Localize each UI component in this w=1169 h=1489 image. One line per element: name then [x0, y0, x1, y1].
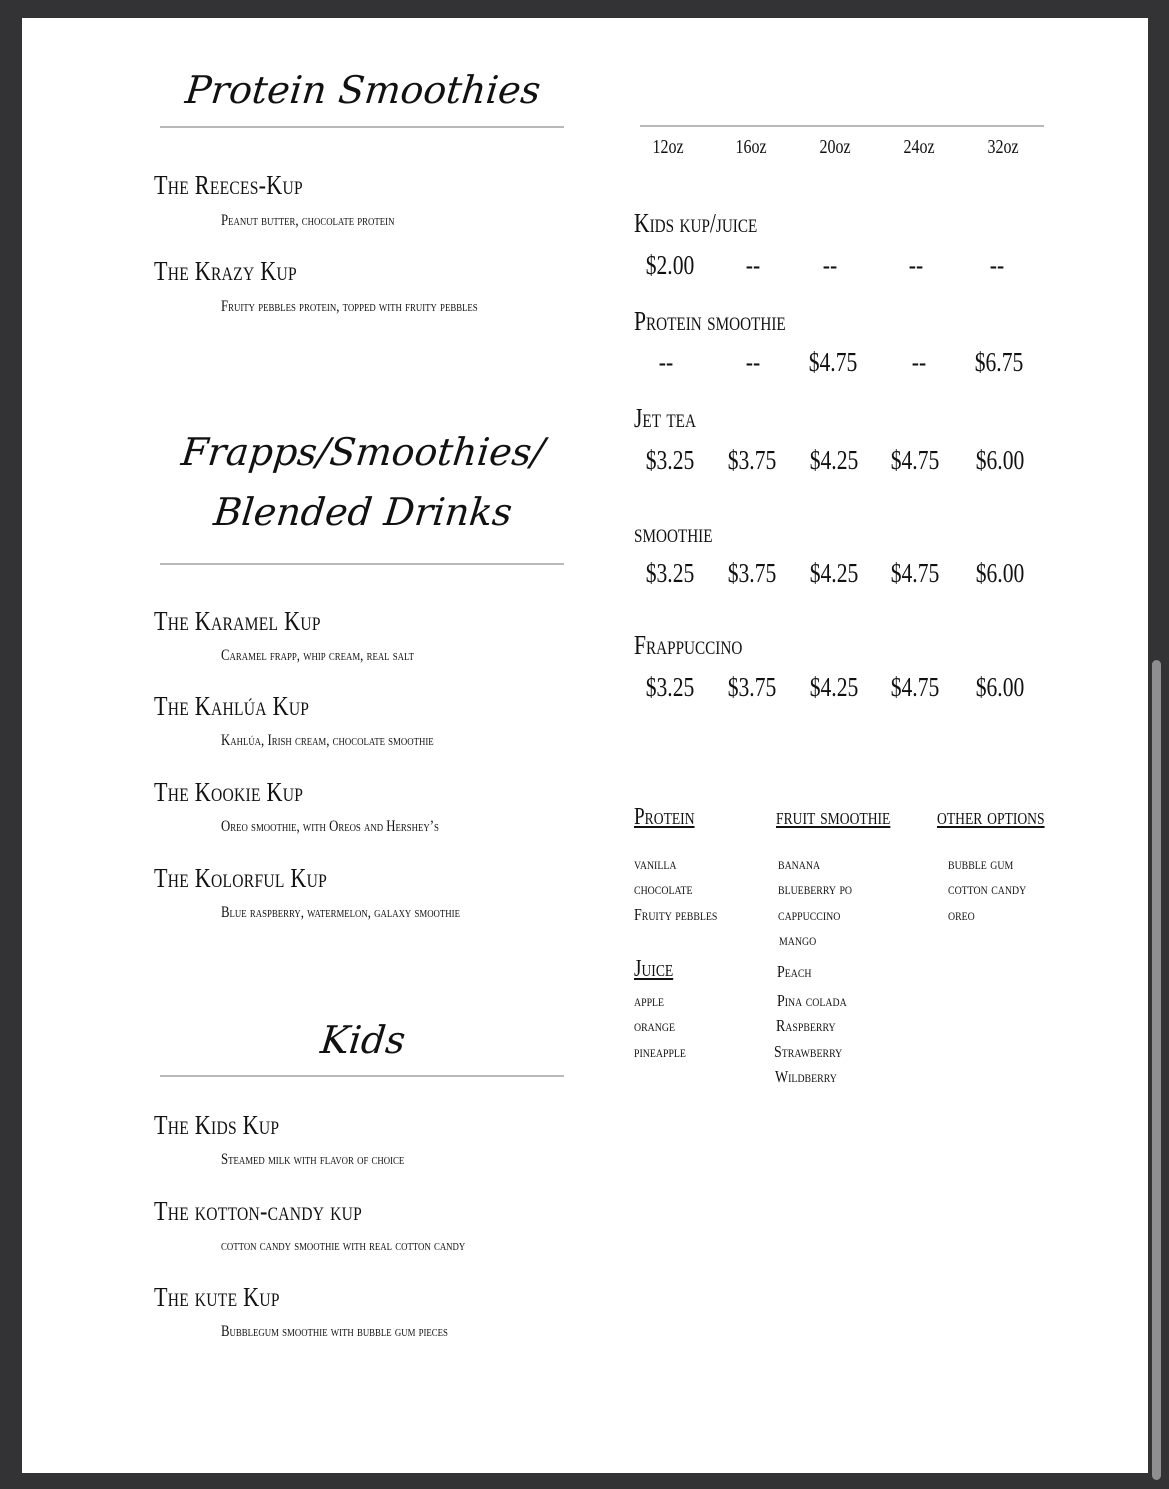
menu-item-name: The kute Kup — [154, 1282, 280, 1312]
option-item: apple — [634, 991, 665, 1010]
size-header: 20oz — [819, 136, 851, 158]
price-cell: -- — [911, 347, 927, 377]
price-cell: $3.25 — [645, 672, 695, 702]
price-cell: $4.25 — [809, 445, 859, 475]
option-item: bubble gum — [948, 854, 1014, 873]
price-category-label: Jet tea — [634, 403, 696, 433]
price-cell: -- — [658, 347, 674, 377]
price-cell: -- — [908, 250, 924, 280]
option-item: blueberry po — [778, 879, 853, 898]
price-cell: $4.75 — [890, 672, 940, 702]
price-cell: $4.75 — [890, 445, 940, 475]
option-item: banana — [778, 854, 821, 873]
section-title-frapps-line2: Blended Drinks — [211, 490, 515, 534]
size-header: 12oz — [652, 136, 684, 158]
option-item: cotton candy — [948, 879, 1027, 898]
option-item: Strawberry — [774, 1042, 843, 1061]
menu-item-name: The Reeces-Kup — [154, 170, 303, 200]
section-title-protein-smoothies: Protein Smoothies — [183, 68, 543, 112]
options-heading-other-options: other options — [937, 804, 1045, 830]
menu-item-description: Peanut butter, chocolate protein — [221, 212, 395, 229]
option-item: Wildberry — [775, 1067, 837, 1086]
divider — [160, 563, 564, 565]
option-item: mango — [779, 930, 817, 949]
menu-item-name: The Kolorful Kup — [154, 863, 328, 893]
section-title-kids: Kids — [318, 1018, 408, 1062]
option-item: chocolate — [634, 879, 693, 898]
menu-item-name: The Kookie Kup — [154, 777, 304, 807]
menu-item-description: cotton candy smoothie with real cotton candy — [221, 1237, 466, 1254]
option-item: orange — [634, 1016, 675, 1035]
options-heading-fruit-smoothie: fruit smoothie — [776, 804, 891, 830]
menu-item-name: The kotton-candy kup — [154, 1196, 362, 1226]
menu-item-name: The Krazy Kup — [154, 256, 297, 286]
size-header: 16oz — [735, 136, 767, 158]
price-cell: $2.00 — [645, 250, 695, 280]
price-category-label: Protein smoothie — [634, 306, 786, 336]
price-cell: $3.75 — [727, 672, 777, 702]
menu-item-description: Fruity pebbles protein, topped with fruity pebbles — [221, 298, 478, 315]
size-header: 32oz — [987, 136, 1019, 158]
menu-item-description: Bubblegum smoothie with bubble gum pieces — [221, 1323, 448, 1340]
price-cell: $6.00 — [975, 672, 1025, 702]
price-cell: $6.00 — [975, 445, 1025, 475]
price-cell: $6.00 — [975, 558, 1025, 588]
price-cell: $3.25 — [645, 445, 695, 475]
price-cell: $3.75 — [727, 558, 777, 588]
menu-item-description: Steamed milk with flavor of choice — [221, 1151, 405, 1168]
section-title-frapps-line1: Frapps/Smoothies/ — [179, 430, 547, 474]
menu-item-name: The Karamel Kup — [154, 606, 321, 636]
price-cell: $6.75 — [974, 347, 1024, 377]
divider — [160, 1075, 564, 1077]
menu-item-name: The Kahlúa Kup — [154, 691, 310, 721]
vertical-scrollbar[interactable] — [1152, 660, 1161, 1480]
option-item: Raspberry — [776, 1016, 836, 1035]
menu-item-description: Oreo smoothie, with Oreos and Hershey’s — [221, 818, 439, 835]
option-item: Peach — [777, 962, 812, 981]
menu-item-description: Caramel frapp, whip cream, real salt — [221, 647, 414, 664]
price-cell: -- — [989, 250, 1005, 280]
option-item: oreo — [948, 905, 975, 924]
menu-page — [22, 18, 1148, 1473]
price-cell: -- — [822, 250, 838, 280]
price-category-label: Kids kup/juice — [634, 208, 758, 238]
option-item: cappuccino — [778, 905, 841, 924]
price-category-label: smoothie — [634, 518, 713, 548]
option-item: vanilla — [634, 854, 677, 873]
options-heading-protein: Protein — [634, 804, 695, 830]
menu-item-description: Kahlúa, Irish cream, chocolate smoothie — [221, 732, 434, 749]
options-heading-juice: Juice — [634, 956, 674, 982]
option-item: Fruity pebbles — [634, 905, 718, 924]
price-cell: $4.75 — [890, 558, 940, 588]
menu-item-description: Blue raspberry, watermelon, galaxy smoothie — [221, 904, 460, 921]
price-cell: $4.25 — [809, 672, 859, 702]
option-item: pineapple — [634, 1042, 686, 1061]
size-header: 24oz — [903, 136, 935, 158]
divider — [640, 125, 1044, 127]
price-cell: $3.75 — [727, 445, 777, 475]
divider — [160, 126, 564, 128]
menu-item-name: The Kids Kup — [154, 1110, 280, 1140]
price-cell: $4.75 — [808, 347, 858, 377]
price-cell: $3.25 — [645, 558, 695, 588]
price-cell: $4.25 — [809, 558, 859, 588]
price-cell: -- — [745, 250, 761, 280]
price-category-label: Frappuccino — [634, 630, 743, 660]
price-cell: -- — [745, 347, 761, 377]
option-item: Pina colada — [777, 991, 847, 1010]
